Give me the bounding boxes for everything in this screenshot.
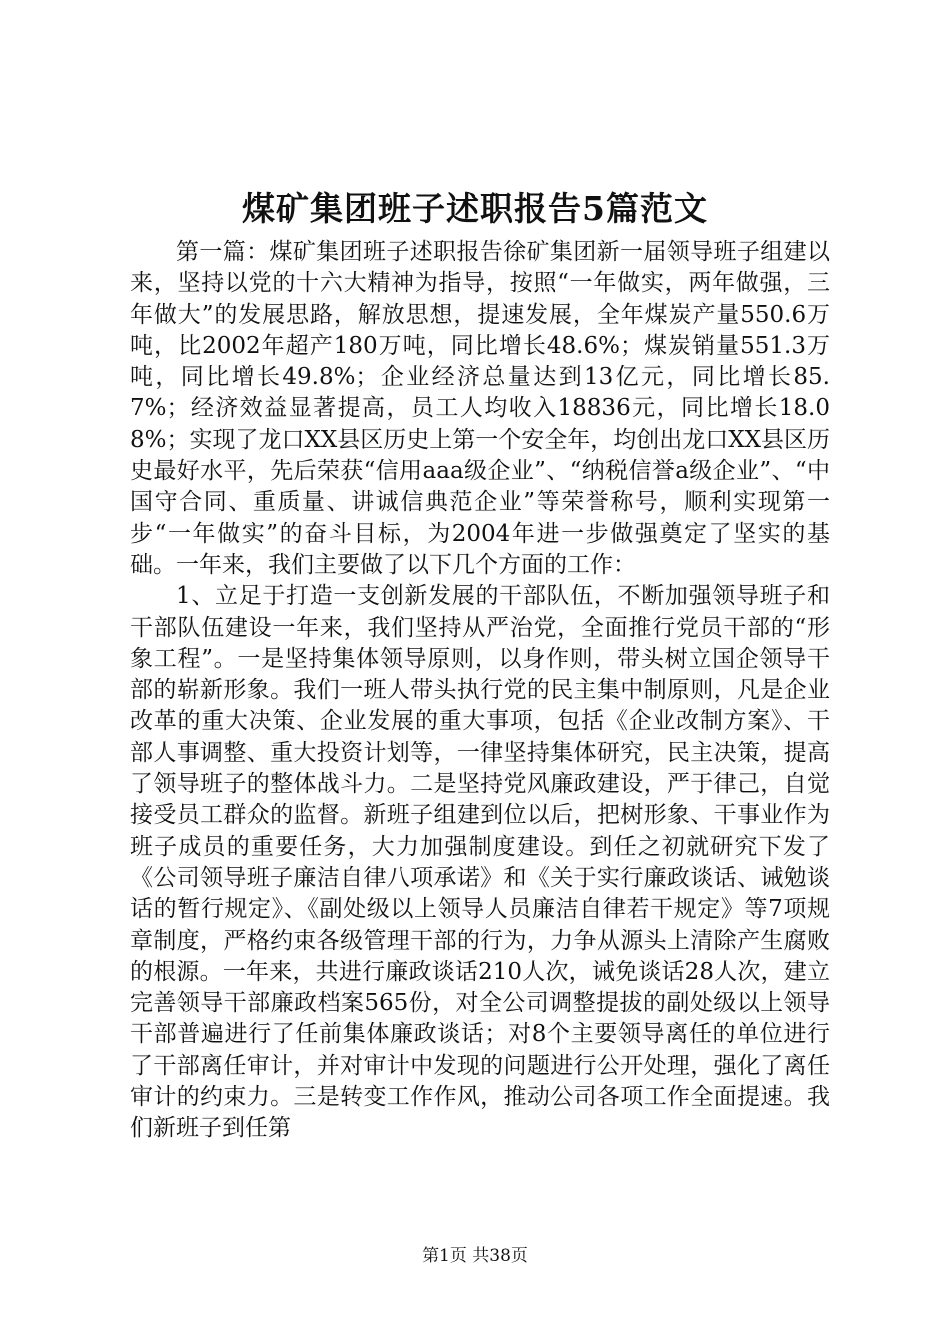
page-footer: 第1页 共38页 — [422, 1246, 528, 1266]
document-body — [130, 237, 830, 1145]
paragraph-intro: 第一篇：煤矿集团班子述职报告徐矿集团新一届领导班子组建以来，坚持以党的十六大精神为指导，按照“一年做实，两年做强，三年做大”的发展思路，解放思想，提速发展，全年煤炭产量550.6万吨，比2002年超产180万吨，同比增长48.6%；煤炭销量551.3万吨，同比增长49.8%；企业经济总量达到13亿元，同比增长85.7%；经济效益显著提高，员工人均收入18836元，同比增长18.08%；实现了龙口XX县区历史上第一个安全年，均创出龙口XX县区历史最好水平，先后荣获“信用aaa级企业”、“纳税信誉a级企业”、“中国守合同、重质量、讲诚信典范企业”等荣誉称号，顺利实现第一步“一年做实”的奋斗目标，为2004年进一步做强奠定了坚实的基础。一年来，我们主要做了以下几个方面的工作： — [130, 239, 830, 578]
paragraph-section-1: 1、立足于打造一支创新发展的干部队伍，不断加强领导班子和干部队伍建设一年来，我们坚持从严治党，全面推行党员干部的“形象工程”。一是坚持集体领导原则，以身作则，带头树立国企领导干部的崭新形象。我们一班人带头执行党的民主集中制原则，凡是企业改革的重大决策、企业发展的重大事项，包括《企业改制方案》、干部人事调整、重大投资计划等，一律坚持集体研究，民主决策，提高了领导班子的整体战斗力。二是坚持党风廉政建设，严于律己，自觉接受员工群众的监督。新班子组建到位以后，把树形象、干事业作为班子成员的重要任务，大力加强制度建设。到任之初就研究下发了《公司领导班子廉洁自律八项承诺》和《关于实行廉政谈话、诫勉谈话的暂行规定》、《副处级以上领导人员廉洁自律若干规定》等7项规章制度，严格约束各级管理干部的行为，力争从源头上清除产生腐败的根源。一年来，共进行廉政谈话210人次，诫免谈话28人次，建立完善领导干部廉政档案565份，对全公司调整提拔的副处级以上领导干部普遍进行了任前集体廉政谈话；对8个主要领导离任的单位进行了干部离任审计，并对审计中发现的问题进行公开处理，强化了离任审计的约束力。三是转变工作作风，推动公司各项工作全面提速。我们新班子到任第 — [130, 583, 830, 1142]
document-title: 煤矿集团班子述职报告5篇范文 — [242, 189, 708, 228]
